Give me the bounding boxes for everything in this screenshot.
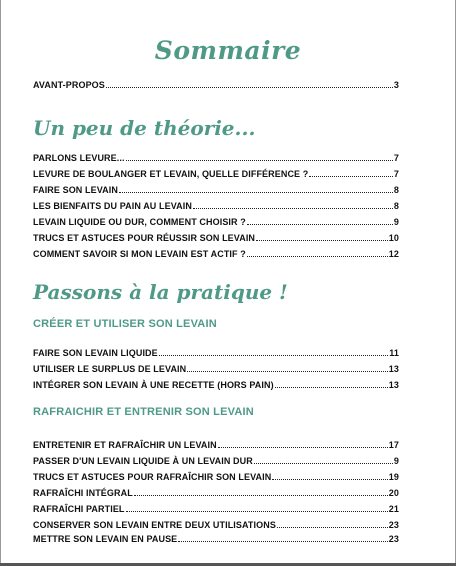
dot-leader	[247, 256, 388, 257]
toc-entry[interactable]	[33, 501, 399, 514]
toc-entry-page: 19	[388, 472, 399, 482]
toc-entry-label: FAIRE SON LEVAIN	[33, 185, 118, 195]
toc-entry[interactable]	[33, 150, 399, 163]
toc-entry-label: COMMENT SAVOIR SI MON LEVAIN EST ACTIF ?	[33, 249, 246, 259]
toc-entry[interactable]	[33, 531, 399, 544]
dot-leader	[178, 541, 388, 542]
toc-entry-label: FAIRE SON LEVAIN LIQUIDE	[33, 348, 158, 358]
toc-entry-page: 7	[393, 153, 399, 163]
toc-entry-page: 17	[388, 440, 399, 450]
toc-entry-label: RAFRAÎCHI INTÉGRAL	[33, 488, 133, 498]
subsection-heading-rafraichir: RAFRAICHIR ET ENTRENIR SON LEVAIN	[33, 406, 254, 418]
page-title: Sommaire	[154, 36, 302, 65]
toc-entry[interactable]	[33, 182, 399, 195]
toc-entry-page: 13	[388, 364, 399, 374]
toc-entry[interactable]	[33, 198, 399, 211]
toc-entry[interactable]	[33, 166, 399, 179]
dot-leader	[272, 479, 387, 480]
dot-leader	[275, 387, 388, 388]
toc-entry-page: 7	[393, 169, 399, 179]
toc-entry[interactable]	[33, 437, 399, 450]
subsection-heading-creer: CRÉER ET UTILISER SON LEVAIN	[33, 318, 217, 330]
toc-entry-label: TRUCS ET ASTUCES POUR RAFRAÎCHIR SON LEVAIN	[33, 472, 272, 482]
dot-leader	[256, 240, 388, 241]
toc-entry[interactable]	[33, 345, 399, 358]
toc-entry-avant-propos[interactable]	[33, 77, 399, 90]
toc-entry[interactable]	[33, 485, 399, 498]
toc-entry-page: 21	[388, 504, 399, 514]
toc-entry-page: 11	[389, 348, 399, 358]
toc-entry-label: CONSERVER SON LEVAIN ENTRE DEUX UTILISATIONS	[33, 520, 276, 530]
toc-entry-page: 13	[388, 380, 399, 390]
dot-leader	[134, 495, 388, 496]
dot-leader	[247, 224, 393, 225]
toc-entry-page: 10	[388, 233, 399, 243]
toc-entry-page: 8	[393, 185, 399, 195]
toc-entry-page: 9	[393, 456, 399, 466]
toc-entry-page: 3	[393, 80, 399, 90]
dot-leader	[126, 160, 393, 161]
toc-entry-page: 20	[388, 488, 399, 498]
toc-entry[interactable]	[33, 377, 399, 390]
toc-entry-label: LES BIENFAITS DU PAIN AU LEVAIN	[33, 201, 192, 211]
toc-entry-label: INTÉGRER SON LEVAIN À UNE RECETTE (HORS PAIN)	[33, 380, 274, 390]
section-heading-pratique: Passons à la pratique !	[33, 280, 288, 304]
toc-entry-label: LEVURE DE BOULANGER ET LEVAIN, QUELLE DIFFÉRENCE ?	[33, 169, 309, 179]
dot-leader	[254, 463, 393, 464]
toc-entry[interactable]	[33, 361, 399, 374]
toc-entry[interactable]	[33, 230, 399, 243]
dot-leader	[277, 527, 388, 528]
section-heading-theorie: Un peu de théorie...	[33, 116, 256, 140]
toc-entry-page: 12	[388, 249, 399, 259]
toc-entry-label: ENTRETENIR ET RAFRAÎCHIR UN LEVAIN	[33, 440, 217, 450]
toc-entry[interactable]	[33, 469, 399, 482]
toc-entry[interactable]	[33, 453, 399, 466]
toc-entry-page: 8	[393, 201, 399, 211]
toc-entry-label: UTILISER LE SURPLUS DE LEVAIN	[33, 364, 187, 374]
toc-entry[interactable]	[33, 517, 399, 530]
dot-leader	[159, 355, 389, 356]
toc-entry-label: AVANT-PROPOS	[33, 80, 105, 90]
toc-entry-page: 23	[388, 520, 399, 530]
dot-leader	[309, 176, 393, 177]
toc-entry-label: RAFRAÎCHI PARTIEL	[33, 504, 125, 514]
toc-entry-page: 23	[388, 534, 399, 544]
dot-leader	[218, 447, 388, 448]
toc-entry-page: 9	[393, 217, 399, 227]
toc-entry-label: METTRE SON LEVAIN EN PAUSE	[33, 534, 178, 544]
dot-leader	[126, 511, 388, 512]
toc-entry[interactable]	[33, 246, 399, 259]
toc-entry-label: LEVAIN LIQUIDE OU DUR, COMMENT CHOISIR ?	[33, 217, 246, 227]
toc-entry-label: PASSER D'UN LEVAIN LIQUIDE À UN LEVAIN DUR	[33, 456, 253, 466]
toc-entry[interactable]	[33, 214, 399, 227]
dot-leader	[193, 208, 393, 209]
dot-leader	[106, 87, 393, 88]
toc-entry-label: TRUCS ET ASTUCES POUR RÉUSSIR SON LEVAIN	[33, 233, 256, 243]
dot-leader	[187, 371, 388, 372]
toc-entry-label: PARLONS LEVURE...	[33, 153, 125, 163]
dot-leader	[119, 192, 393, 193]
